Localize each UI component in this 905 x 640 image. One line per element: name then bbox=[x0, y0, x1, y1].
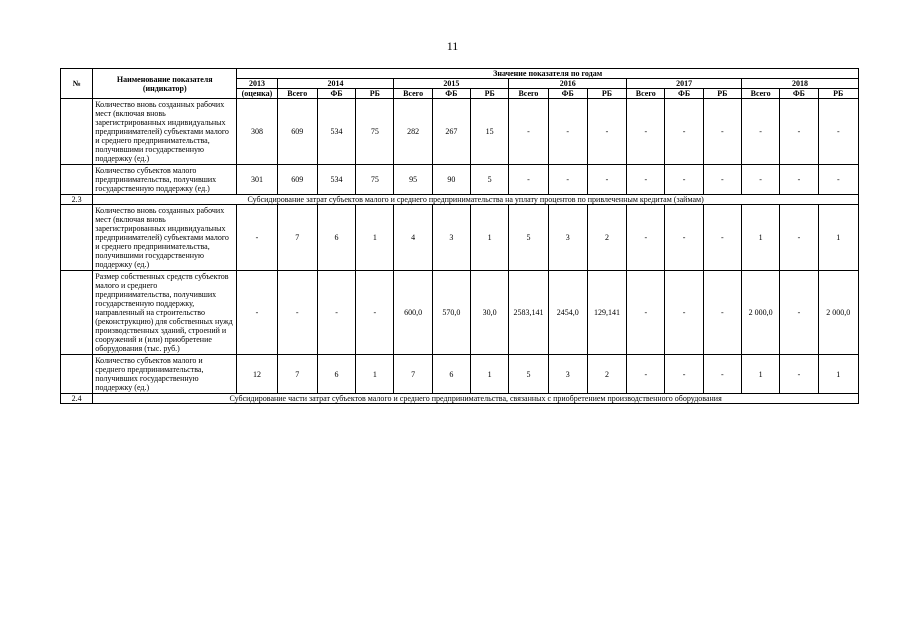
value-cell: - bbox=[277, 271, 317, 355]
value-cell: 15 bbox=[471, 99, 509, 165]
row-number bbox=[61, 205, 93, 271]
value-cell: 3 bbox=[432, 205, 470, 271]
value-cell: - bbox=[548, 99, 587, 165]
value-cell: 1 bbox=[356, 205, 394, 271]
value-cell: 3 bbox=[548, 355, 587, 394]
value-cell: 600,0 bbox=[394, 271, 432, 355]
value-cell: - bbox=[780, 99, 818, 165]
value-cell: 1 bbox=[471, 355, 509, 394]
indicator-name: Размер собственных средств субъектов малого и среднего предпринимательства, получивших государственную поддержку, направленный на строительство (реконструкцию) для собственных нужд производственных зданий, строений и сооружений и (или) приобретение оборудования (тыс. руб.) bbox=[93, 271, 237, 355]
value-cell: 2 bbox=[587, 355, 626, 394]
subheader-total: Всего bbox=[277, 89, 317, 99]
subheader-fb: ФБ bbox=[317, 89, 355, 99]
value-cell: 5 bbox=[509, 205, 548, 271]
subheader-total: Всего bbox=[509, 89, 548, 99]
value-cell: - bbox=[665, 99, 703, 165]
value-cell: - bbox=[780, 165, 818, 195]
subheader-total: Всего bbox=[741, 89, 779, 99]
value-cell: - bbox=[665, 205, 703, 271]
value-cell: 1 bbox=[356, 355, 394, 394]
value-cell: - bbox=[627, 165, 665, 195]
row-number: 2.3 bbox=[61, 195, 93, 205]
value-cell: 75 bbox=[356, 99, 394, 165]
subheader-fb: ФБ bbox=[665, 89, 703, 99]
value-cell: - bbox=[818, 99, 858, 165]
value-cell: - bbox=[356, 271, 394, 355]
section-row bbox=[61, 394, 859, 404]
year-header: 2017 bbox=[627, 79, 742, 89]
col-name-header: Наименование показателя (индикатор) bbox=[93, 69, 237, 99]
value-cell: 1 bbox=[818, 205, 858, 271]
value-cell: - bbox=[741, 165, 779, 195]
subheader-fb: ФБ bbox=[548, 89, 587, 99]
table-row bbox=[61, 355, 859, 394]
value-cell: 6 bbox=[317, 355, 355, 394]
year-header: 2016 bbox=[509, 79, 627, 89]
value-cell: 1 bbox=[471, 205, 509, 271]
value-cell: 6 bbox=[432, 355, 470, 394]
value-cell: - bbox=[665, 355, 703, 394]
value-cell: - bbox=[703, 165, 741, 195]
value-cell: - bbox=[627, 271, 665, 355]
value-cell: 5 bbox=[471, 165, 509, 195]
value-cell: - bbox=[818, 165, 858, 195]
value-cell: 2 bbox=[587, 205, 626, 271]
value-cell: 2 000,0 bbox=[818, 271, 858, 355]
table-body bbox=[61, 99, 859, 404]
value-cell: - bbox=[741, 99, 779, 165]
subheader-fb: ФБ bbox=[432, 89, 470, 99]
year-header: 2015 bbox=[394, 79, 509, 89]
value-cell: 1 bbox=[818, 355, 858, 394]
section-title: Субсидирование части затрат субъектов малого и среднего предпринимательства, связанных с приобретением производственного оборудования bbox=[93, 394, 859, 404]
value-cell: 90 bbox=[432, 165, 470, 195]
value-cell: - bbox=[627, 99, 665, 165]
indicator-name: Количество субъектов малого предпринимательства, получивших государственную поддержку (ед.) bbox=[93, 165, 237, 195]
value-cell: 2454,0 bbox=[548, 271, 587, 355]
row-number bbox=[61, 165, 93, 195]
subheader-rb: РБ bbox=[587, 89, 626, 99]
value-cell: - bbox=[627, 355, 665, 394]
year-header: 2014 bbox=[277, 79, 394, 89]
year-2013-estimate: (оценка) bbox=[237, 89, 277, 99]
value-cell: 282 bbox=[394, 99, 432, 165]
value-cell: 609 bbox=[277, 165, 317, 195]
col-no-header: № bbox=[61, 69, 93, 99]
value-cell: 1 bbox=[741, 205, 779, 271]
indicator-name: Количество вновь созданных рабочих мест (включая вновь зарегистрированных индивидуальных предпринимателей) субъектами малого и среднего предпринимательства, получившими государственную поддержку (ед.) bbox=[93, 205, 237, 271]
value-cell: - bbox=[780, 271, 818, 355]
value-cell: 30,0 bbox=[471, 271, 509, 355]
value-cell: - bbox=[703, 271, 741, 355]
table-row bbox=[61, 271, 859, 355]
subheader-fb: ФБ bbox=[780, 89, 818, 99]
value-cell: 6 bbox=[317, 205, 355, 271]
table-header bbox=[61, 69, 859, 99]
value-cell: 129,141 bbox=[587, 271, 626, 355]
value-cell: 95 bbox=[394, 165, 432, 195]
table-row bbox=[61, 205, 859, 271]
value-cell: - bbox=[237, 205, 277, 271]
subheader-rb: РБ bbox=[703, 89, 741, 99]
value-cell: 5 bbox=[509, 355, 548, 394]
indicators-table bbox=[60, 68, 859, 404]
col-values-header: Значение показателя по годам bbox=[237, 69, 859, 79]
value-cell: - bbox=[703, 205, 741, 271]
value-cell: 2583,141 bbox=[509, 271, 548, 355]
value-cell: - bbox=[587, 99, 626, 165]
value-cell: 570,0 bbox=[432, 271, 470, 355]
value-cell: - bbox=[780, 205, 818, 271]
year-header: 2018 bbox=[741, 79, 858, 89]
table-row bbox=[61, 165, 859, 195]
value-cell: - bbox=[665, 271, 703, 355]
subheader-rb: РБ bbox=[818, 89, 858, 99]
value-cell: 12 bbox=[237, 355, 277, 394]
section-title: Субсидирование затрат субъектов малого и среднего предпринимательства на уплату процентов по привлеченным кредитам (займам) bbox=[93, 195, 859, 205]
indicator-name: Количество субъектов малого и среднего предпринимательства, получивших государственную поддержку (ед.) bbox=[93, 355, 237, 394]
value-cell: - bbox=[665, 165, 703, 195]
year-header: 2013 bbox=[237, 79, 277, 89]
row-number: 2.4 bbox=[61, 394, 93, 404]
value-cell: 308 bbox=[237, 99, 277, 165]
subheader-rb: РБ bbox=[356, 89, 394, 99]
page-number: 11 bbox=[446, 39, 459, 53]
value-cell: - bbox=[703, 99, 741, 165]
value-cell: - bbox=[703, 355, 741, 394]
value-cell: 4 bbox=[394, 205, 432, 271]
value-cell: 301 bbox=[237, 165, 277, 195]
subheader-rb: РБ bbox=[471, 89, 509, 99]
value-cell: 3 bbox=[548, 205, 587, 271]
value-cell: - bbox=[237, 271, 277, 355]
section-row bbox=[61, 195, 859, 205]
value-cell: - bbox=[780, 355, 818, 394]
value-cell: - bbox=[509, 165, 548, 195]
value-cell: 534 bbox=[317, 165, 355, 195]
value-cell: 534 bbox=[317, 99, 355, 165]
subheader-total: Всего bbox=[627, 89, 665, 99]
value-cell: 7 bbox=[394, 355, 432, 394]
row-number bbox=[61, 355, 93, 394]
value-cell: 609 bbox=[277, 99, 317, 165]
row-number bbox=[61, 271, 93, 355]
value-cell: 267 bbox=[432, 99, 470, 165]
value-cell: - bbox=[548, 165, 587, 195]
indicator-name: Количество вновь созданных рабочих мест (включая вновь зарегистрированных индивидуальных предпринимателей) субъектами малого и среднего предпринимательства, получившими государственную поддержку (ед.) bbox=[93, 99, 237, 165]
value-cell: 75 bbox=[356, 165, 394, 195]
value-cell: 7 bbox=[277, 355, 317, 394]
value-cell: - bbox=[587, 165, 626, 195]
value-cell: - bbox=[509, 99, 548, 165]
value-cell: - bbox=[317, 271, 355, 355]
row-number bbox=[61, 99, 93, 165]
value-cell: 1 bbox=[741, 355, 779, 394]
subheader-total: Всего bbox=[394, 89, 432, 99]
value-cell: 7 bbox=[277, 205, 317, 271]
value-cell: 2 000,0 bbox=[741, 271, 779, 355]
value-cell: - bbox=[627, 205, 665, 271]
table-row bbox=[61, 99, 859, 165]
